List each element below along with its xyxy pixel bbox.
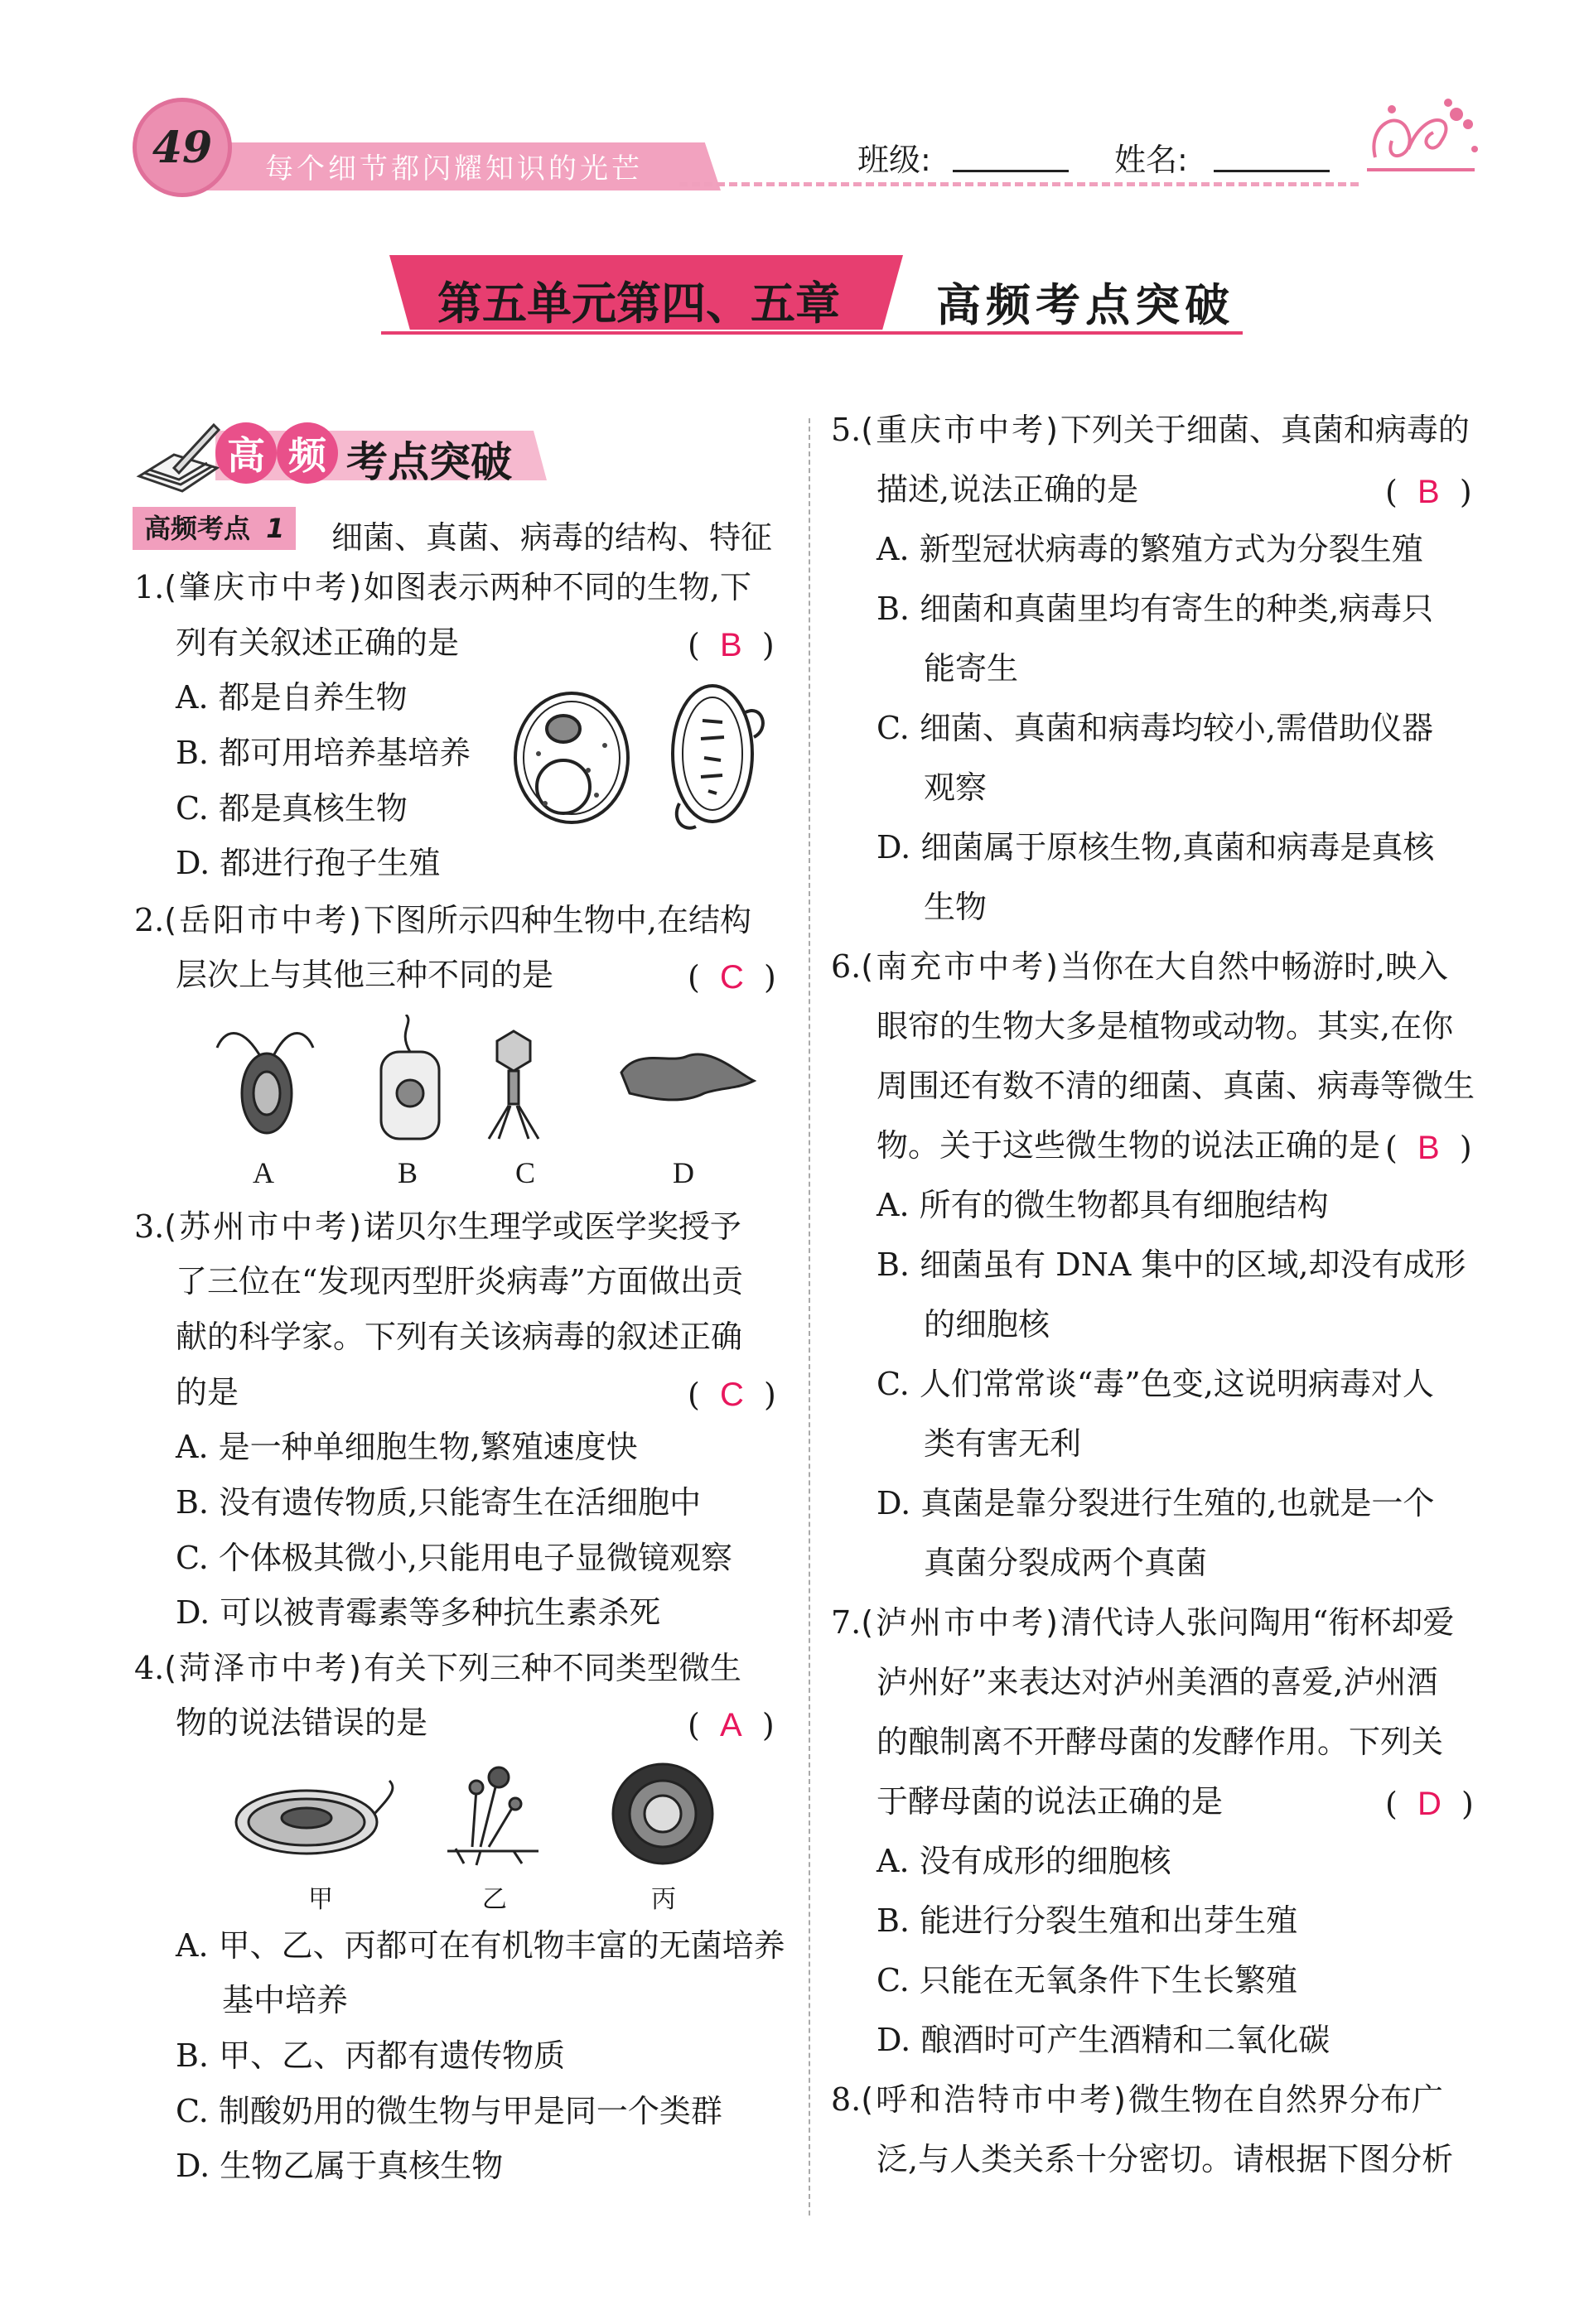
q2-label-d: D	[673, 1156, 694, 1189]
name-label: 姓名:	[1114, 142, 1188, 178]
q6-option-c-1: C. 人们常常谈“毒”色变,这说明病毒对人	[877, 1366, 1434, 1402]
q1-answer-slot: ( B )	[688, 627, 775, 663]
column-divider	[809, 418, 810, 2216]
q4-answer: A	[719, 1707, 742, 1743]
q6-stem-3: 周围还有数不清的细菌、真菌、病毒等微生	[877, 1068, 1475, 1104]
header-dash-line	[679, 182, 1359, 186]
q6-stem-1: 当你在大自然中畅游时,映入	[1060, 948, 1449, 985]
q5-source: (重庆市中考)	[861, 412, 1060, 448]
q2-line-1	[134, 904, 751, 936]
q4-option-d: D. 生物乙属于真核生物	[176, 2148, 504, 2184]
q6-number: 6.	[831, 948, 862, 985]
q1-option-b: B. 都可用培养基培养	[176, 735, 471, 771]
q3-source: (苏州市中考)	[164, 1208, 364, 1245]
q4-source: (菏泽市中考)	[164, 1650, 364, 1686]
q5-option-b-2: 能寄生	[924, 650, 1019, 687]
q3-number: 3.	[134, 1208, 165, 1245]
q6-answer-slot: ( B )	[1385, 1130, 1472, 1166]
q6-option-c-2: 类有害无利	[924, 1425, 1082, 1462]
q5-answer: B	[1417, 474, 1440, 510]
section-char-1: 高	[215, 422, 277, 484]
q5-stem-1: 下列关于细菌、真菌和病毒的	[1060, 412, 1470, 448]
q1-option-a: A. 都是自养生物	[176, 679, 408, 716]
q3-option-d: D. 可以被青霉素等多种抗生素杀死	[176, 1594, 661, 1631]
q7-line-1	[831, 1604, 1455, 1641]
q4-number: 4.	[134, 1650, 165, 1686]
page-number-badge: 49	[133, 98, 232, 197]
q5-option-d-1: D. 细菌属于原核生物,真菌和病毒是真核	[877, 829, 1435, 865]
keypoint-title: 细菌、真菌、病毒的结构、特征	[331, 519, 773, 556]
q4-line-1	[134, 1652, 741, 1684]
section-char-2: 频	[277, 422, 338, 484]
q3-stem-1: 诺贝尔生理学或医学奖授予	[363, 1208, 741, 1245]
q5-line-1	[831, 414, 1470, 446]
q5-stem-2: 描述,说法正确的是	[877, 471, 1139, 508]
q1-number: 1.	[134, 569, 165, 605]
floral-ornament-icon	[1359, 91, 1483, 182]
q4-option-a-1: A. 甲、乙、丙都可在有机物丰富的无菌培养	[176, 1927, 785, 1964]
q4-stem-2: 物的说法错误的是	[176, 1704, 428, 1741]
q1-option-d: D. 都进行孢子生殖	[176, 845, 441, 881]
q2-number: 2.	[134, 902, 165, 938]
class-field[interactable]	[953, 170, 1069, 172]
title-underline	[381, 331, 1243, 335]
keypoint-tag	[133, 507, 296, 550]
q7-number: 7.	[831, 1604, 862, 1641]
q3-option-c: C. 个体极其微小,只能用电子显微镜观察	[176, 1540, 732, 1576]
q6-option-d-2: 真菌分裂成两个真菌	[924, 1545, 1208, 1581]
q2-label-b: B	[398, 1156, 418, 1189]
q2-answer: C	[719, 959, 744, 996]
q7-stem-2: 泸州好”来表达对泸州美酒的喜爱,泸州酒	[877, 1664, 1438, 1700]
q7-option-b: B. 能进行分裂生殖和出芽生殖	[877, 1902, 1298, 1939]
q1-stem-2: 列有关叙述正确的是	[176, 624, 460, 661]
q2-stem-1: 下图所示四种生物中,在结构	[363, 902, 752, 938]
q7-stem-3: 的酿制离不开酵母菌的发酵作用。下列关	[877, 1724, 1444, 1760]
keypoint-tag-label: 高频考点	[144, 513, 251, 544]
q5-option-a: A. 新型冠状病毒的繁殖方式为分裂生殖	[877, 531, 1423, 567]
q7-answer: D	[1417, 1786, 1442, 1822]
q8-line-1	[831, 2081, 1443, 2118]
q7-option-c: C. 只能在无氧条件下生长繁殖	[877, 1962, 1297, 1999]
q4-figure-microbes	[232, 1756, 729, 1872]
motto-text: 每个细节都闪耀知识的光芒	[265, 152, 643, 186]
q4-option-c: C. 制酸奶用的微生物与甲是同一个类群	[176, 2093, 722, 2129]
q6-line-1	[831, 948, 1449, 985]
q1-source: (肇庆市中考)	[164, 569, 364, 605]
class-label: 班级:	[857, 142, 931, 178]
q5-option-c-2: 观察	[924, 769, 988, 806]
chapter-title	[365, 255, 1243, 330]
keypoint-number: 1	[266, 513, 285, 544]
q2-figure-organisms	[207, 1015, 770, 1147]
name-field[interactable]	[1214, 170, 1330, 172]
q8-number: 8.	[831, 2081, 862, 2118]
title-left-text: 第五单元第四、五章	[437, 277, 840, 330]
q5-answer-slot: ( B )	[1385, 474, 1472, 510]
q3-stem-3: 献的科学家。下列有关该病毒的叙述正确	[176, 1319, 743, 1355]
q4-label-yi: 乙	[482, 1886, 507, 1913]
q6-stem-2: 眼帘的生物大多是植物或动物。其实,在你	[877, 1008, 1454, 1044]
q3-stem-4: 的是	[176, 1374, 239, 1410]
q6-answer: B	[1417, 1130, 1440, 1166]
q6-option-b-2: 的细胞核	[924, 1306, 1050, 1343]
q6-option-b-1: B. 细菌虽有 DNA 集中的区域,却没有成形	[877, 1246, 1466, 1283]
q2-label-a: A	[253, 1156, 274, 1189]
q4-option-a-2: 基中培养	[222, 1982, 349, 2018]
q1-figure-cells	[505, 679, 779, 837]
q6-stem-4: 物。关于这些微生物的说法正确的是	[877, 1127, 1381, 1164]
q3-line-1	[134, 1208, 741, 1245]
q3-answer: C	[719, 1377, 744, 1413]
q7-source: (泸州市中考)	[861, 1604, 1060, 1641]
q4-option-b: B. 甲、乙、丙都有遗传物质	[176, 2037, 566, 2074]
q5-option-d-2: 生物	[924, 889, 988, 925]
q1-option-c: C. 都是真核生物	[176, 790, 408, 827]
q2-source: (岳阳市中考)	[164, 902, 364, 938]
q5-option-b-1: B. 细菌和真菌里均有寄生的种类,病毒只	[877, 591, 1434, 627]
q3-answer-slot: ( C )	[688, 1377, 776, 1413]
q3-option-b: B. 没有遗传物质,只能寄生在活细胞中	[176, 1484, 702, 1521]
q8-stem-1: 微生物在自然界分布广	[1128, 2081, 1443, 2118]
q6-option-a: A. 所有的微生物都具有细胞结构	[877, 1187, 1329, 1223]
q7-option-d: D. 酿酒时可产生酒精和二氧化碳	[877, 2022, 1330, 2058]
q2-stem-2: 层次上与其他三种不同的是	[176, 957, 554, 993]
q4-label-jia: 甲	[308, 1886, 333, 1913]
q7-answer-slot: ( D )	[1385, 1786, 1474, 1822]
section-title: 考点突破	[346, 437, 512, 486]
q7-stem-4: 于酵母菌的说法正确的是	[877, 1783, 1224, 1820]
q1-answer: B	[719, 627, 742, 663]
q8-stem-2: 泛,与人类关系十分密切。请根据下图分析	[877, 2141, 1454, 2177]
q2-label-c: C	[515, 1156, 536, 1189]
q1-stem-1: 如图表示两种不同的生物,下	[363, 569, 752, 605]
q6-source: (南充市中考)	[861, 948, 1060, 985]
q6-option-d-1: D. 真菌是靠分裂进行生殖的,也就是一个	[877, 1485, 1435, 1521]
q8-source: (呼和浩特市中考)	[861, 2081, 1128, 2118]
title-right-text: 高频考点突破	[936, 278, 1234, 331]
q5-number: 5.	[831, 412, 862, 448]
q4-label-bing: 丙	[651, 1886, 676, 1913]
q7-option-a: A. 没有成形的细胞核	[877, 1843, 1171, 1879]
q3-stem-2: 了三位在“发现丙型肝炎病毒”方面做出贡	[176, 1263, 743, 1299]
q7-stem-1: 清代诗人张问陶用“衔杯却爱	[1060, 1604, 1455, 1641]
q2-answer-slot: ( C )	[688, 959, 776, 996]
q4-answer-slot: ( A )	[688, 1707, 775, 1743]
q3-option-a: A. 是一种单细胞生物,繁殖速度快	[176, 1429, 638, 1465]
q1-line-1	[134, 571, 751, 603]
notebook-pen-icon	[133, 418, 224, 501]
q4-stem-1: 有关下列三种不同类型微生	[363, 1650, 741, 1686]
q5-option-c-1: C. 细菌、真菌和病毒均较小,需借助仪器	[877, 710, 1433, 746]
